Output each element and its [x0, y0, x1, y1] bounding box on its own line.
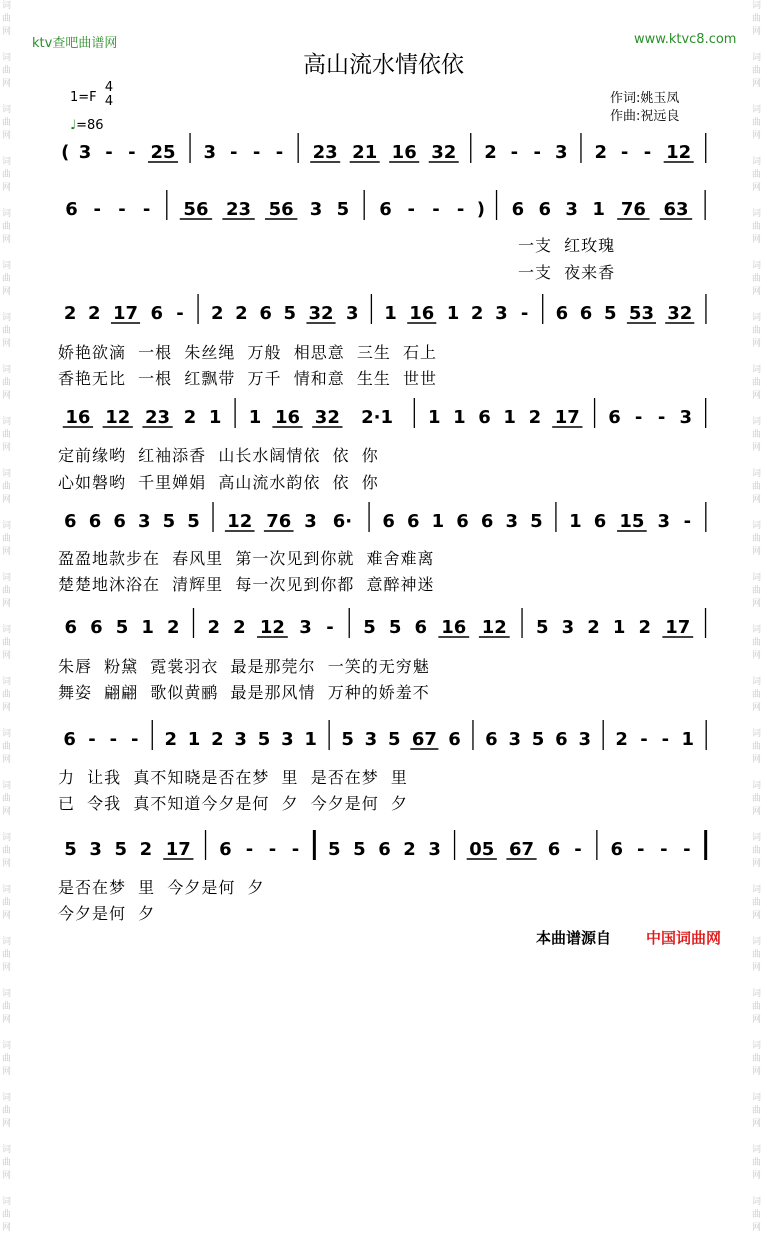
- lyric-row-7a: 是否在梦 里 今夕是何 夕: [58, 878, 265, 897]
- note: 6: [414, 617, 427, 638]
- note: 1: [187, 729, 201, 750]
- note: 1: [427, 407, 441, 428]
- notation-row-7: [58, 724, 713, 752]
- note: 6: [478, 407, 491, 428]
- dash-sustain: -: [657, 407, 666, 428]
- note: 5: [283, 303, 297, 324]
- note: 17: [165, 839, 191, 860]
- note: 12: [105, 407, 131, 428]
- note: 5: [531, 729, 545, 750]
- lyric-row-6b: 已 令我 真不知道今夕是何 夕 今夕是何 夕: [58, 794, 408, 813]
- note: 2: [183, 407, 197, 428]
- composer: 作曲:祝远良: [610, 109, 680, 124]
- note: 2: [528, 407, 542, 428]
- note: 3: [495, 303, 508, 324]
- note: 5: [530, 511, 543, 532]
- dash-sustain: -: [683, 511, 692, 532]
- note: 1: [141, 617, 154, 638]
- dash-sustain: -: [533, 142, 542, 163]
- note: 1: [248, 407, 262, 428]
- note: 5: [114, 839, 128, 860]
- footer-source: 本曲谱源自: [536, 929, 612, 947]
- dash-sustain: -: [640, 729, 648, 750]
- note: 6: [64, 617, 78, 638]
- note: 6: [555, 303, 569, 324]
- note: 2: [470, 303, 484, 324]
- note: 3: [309, 199, 323, 220]
- dash-sustain: -: [520, 303, 529, 324]
- note: 6: [378, 839, 391, 860]
- watermark-right: 词 曲 网 词 曲 网 词 曲 网 词 曲 网 词 曲 网 词 曲 网 词 曲 网 词 曲 网 词 曲 网 词 曲 网 词 曲 网 词 曲 网 词 曲 网 词 曲 网 词 曲 网 词 曲 网 词 曲 网 词 曲 网 词 曲 网 词 曲 网 词 曲 网 词 曲 网 词 曲 网 词 曲 网: [752, 1, 762, 1233]
- note: 56: [183, 199, 209, 220]
- note: 17: [665, 617, 691, 638]
- key-signature: 1=F: [70, 90, 97, 105]
- note: 16: [65, 407, 91, 428]
- note: 25: [150, 142, 176, 163]
- note: 2: [594, 142, 607, 163]
- lyric-row-4b: 楚楚地沐浴在 清辉里 每一次见到你都 意醉神迷: [58, 575, 435, 594]
- note: 5: [388, 617, 402, 638]
- lyric-row-3b: 心如磐哟 千里婵娟 高山流水韵依 依 你: [58, 473, 379, 492]
- note: 6: [448, 729, 461, 750]
- note: 12: [481, 617, 507, 638]
- watermark-left: 词 曲 网 词 曲 网 词 曲 网 词 曲 网 词 曲 网 词 曲 网 词 曲 网 词 曲 网 词 曲 网 词 曲 网 词 曲 网 词 曲 网 词 曲 网 词 曲 网 词 曲 网 词 曲 网 词 曲 网 词 曲 网 词 曲 网 词 曲 网 词 曲 网 词 曲 网 词 曲 网 词 曲 网: [2, 1, 12, 1233]
- time-top: 4: [104, 80, 114, 95]
- note: 76: [620, 199, 646, 220]
- dash-sustain: -: [128, 142, 136, 163]
- note: 5: [363, 617, 376, 638]
- tempo-marking: [70, 118, 104, 133]
- note: 1: [569, 511, 582, 532]
- note: (: [61, 142, 70, 163]
- tempo-value: =86: [76, 118, 104, 133]
- note: 3: [561, 617, 575, 638]
- note: 32: [314, 407, 340, 428]
- dash-sustain: -: [268, 839, 277, 860]
- note: 6: [456, 511, 469, 532]
- note: 76: [266, 511, 292, 532]
- note: 6: [150, 303, 164, 324]
- note: 3: [299, 617, 312, 638]
- note: 16: [391, 142, 417, 163]
- lyric-row-1a: 一支 红玫瑰: [518, 236, 616, 255]
- note: 21: [352, 142, 378, 163]
- lyric-row-7b: 今夕是何 夕: [58, 904, 156, 923]
- note: 5: [162, 511, 176, 532]
- notation-row-1: [58, 137, 713, 165]
- note: 6: [511, 199, 525, 220]
- notation-svg-8: [58, 834, 713, 862]
- dash-sustain: -: [637, 839, 645, 860]
- note: 5: [353, 839, 366, 860]
- dash-sustain: -: [93, 199, 101, 220]
- dash-sustain: -: [407, 199, 416, 220]
- note: 1: [431, 511, 445, 532]
- note: 3: [364, 729, 378, 750]
- note: 5: [64, 839, 77, 860]
- dash-sustain: -: [660, 839, 668, 860]
- notation-svg-2: [58, 194, 713, 222]
- footer-site[interactable]: 中国词曲网: [646, 929, 722, 947]
- notation-svg-7: [58, 724, 713, 752]
- note: 1: [304, 729, 317, 750]
- note: 17: [554, 407, 580, 428]
- dash-sustain: -: [88, 729, 96, 750]
- note: 6: [485, 729, 498, 750]
- note: 3: [565, 199, 578, 220]
- note: 2: [207, 617, 221, 638]
- note: 2: [587, 617, 600, 638]
- note: 3: [508, 729, 522, 750]
- notation-row-6: [58, 612, 713, 640]
- note: 2: [164, 729, 177, 750]
- note: 23: [145, 407, 171, 428]
- note: 5: [336, 199, 350, 220]
- note: 1: [446, 303, 460, 324]
- note: 16: [409, 303, 435, 324]
- note: 6: [63, 729, 76, 750]
- credits: [610, 90, 679, 126]
- note: 2: [139, 839, 153, 860]
- note: 1: [453, 407, 466, 428]
- dash-sustain: -: [634, 407, 643, 428]
- note: 6: [480, 511, 494, 532]
- notation-svg-4: [58, 402, 713, 430]
- note: 2: [235, 303, 248, 324]
- note: 5: [115, 617, 129, 638]
- lyric-row-2b: 香艳无比 一根 红飘带 万千 情和意 生生 世世: [58, 369, 438, 388]
- note: 6: [65, 199, 78, 220]
- dash-sustain: -: [142, 199, 151, 220]
- note: 6: [610, 839, 624, 860]
- note: 5: [387, 729, 401, 750]
- note: 56: [268, 199, 294, 220]
- note: 2: [484, 142, 497, 163]
- note: 05: [469, 839, 495, 860]
- note: 6: [555, 729, 568, 750]
- note: 17: [112, 303, 139, 324]
- dash-sustain: -: [131, 729, 139, 750]
- note: 3: [679, 407, 693, 428]
- note: 6: [88, 511, 102, 532]
- note: 3: [428, 839, 441, 860]
- page-title: 高山流水情依依: [303, 52, 464, 78]
- note: 3: [78, 142, 92, 163]
- notation-row-5: [58, 506, 713, 534]
- lyric-row-1b: 一支 夜来香: [518, 263, 616, 282]
- note: 67: [411, 729, 437, 750]
- note: 12: [227, 511, 253, 532]
- note: 1: [681, 729, 694, 750]
- lyric-row-6a: 力 让我 真不知晓是否在梦 里 是否在梦 里: [58, 768, 408, 787]
- notation-svg-1: [58, 137, 713, 165]
- note: 6: [406, 511, 420, 532]
- lyric-row-5a: 朱唇 粉黛 霓裳羽衣 最是那莞尔 一笑的无穷魅: [58, 657, 430, 676]
- dash-sustain: -: [620, 142, 629, 163]
- note: 6·: [332, 511, 353, 532]
- notation-row-2: [58, 194, 713, 222]
- dash-sustain: -: [118, 199, 126, 220]
- note: 3: [203, 142, 217, 163]
- notation-svg-5: [58, 506, 713, 534]
- note: 6: [538, 199, 552, 220]
- note: 5: [341, 729, 354, 750]
- dash-sustain: -: [252, 142, 261, 163]
- note: 3: [657, 511, 670, 532]
- note: 6: [90, 617, 103, 638]
- dash-sustain: -: [574, 839, 582, 860]
- dash-sustain: -: [643, 142, 652, 163]
- notation-row-3: [58, 298, 713, 326]
- note: 2: [233, 617, 246, 638]
- note: 1: [384, 303, 397, 324]
- note: 6: [608, 407, 621, 428]
- dash-sustain: -: [510, 142, 519, 163]
- notation-svg-6: [58, 612, 713, 640]
- note: 5: [257, 729, 271, 750]
- dash-sustain: -: [105, 142, 113, 163]
- note: 53: [628, 303, 654, 324]
- note: 6: [64, 511, 77, 532]
- dash-sustain: -: [683, 839, 691, 860]
- note: 15: [619, 511, 645, 532]
- note: 2: [615, 729, 628, 750]
- dash-sustain: -: [245, 839, 254, 860]
- note: 1: [612, 617, 626, 638]
- note: 32: [667, 303, 693, 324]
- note: 6: [219, 839, 232, 860]
- note: 1: [503, 407, 516, 428]
- note: 3: [304, 511, 317, 532]
- dash-sustain: -: [229, 142, 238, 163]
- note: 6: [259, 303, 272, 324]
- note: 32: [308, 303, 334, 324]
- note: 12: [666, 142, 692, 163]
- note: 1: [592, 199, 605, 220]
- note: 2: [166, 617, 180, 638]
- dash-sustain: -: [275, 142, 284, 163]
- note: 3: [89, 839, 102, 860]
- time-signature: [103, 81, 115, 109]
- dash-sustain: -: [661, 729, 670, 750]
- header-site-name[interactable]: ktv查吧曲谱网: [32, 36, 118, 51]
- note: 3: [137, 511, 151, 532]
- note: 3: [505, 511, 519, 532]
- note: 12: [259, 617, 285, 638]
- lyricist: 作词:姚玉凤: [610, 91, 680, 106]
- note: 3: [554, 142, 568, 163]
- note: 16: [441, 617, 467, 638]
- header-site-url[interactable]: www.ktvc8.com: [634, 32, 737, 47]
- note: ): [476, 199, 485, 220]
- note: 2: [211, 729, 224, 750]
- note: 6: [113, 511, 126, 532]
- lyric-row-4a: 盈盈地款步在 春风里 第一次见到你就 难舍难离: [58, 549, 435, 568]
- time-bottom: 4: [104, 94, 114, 109]
- note: 5: [187, 511, 200, 532]
- note: 5: [603, 303, 617, 324]
- note: 6: [593, 511, 607, 532]
- note: 2: [638, 617, 651, 638]
- lyric-row-5b: 舞姿 翩翩 歌似黄鹂 最是那风情 万种的娇羞不: [58, 683, 430, 702]
- note: 6: [382, 511, 395, 532]
- dash-sustain: -: [432, 199, 440, 220]
- note: 67: [508, 839, 535, 860]
- note: 2: [88, 303, 101, 324]
- note: 6: [579, 303, 593, 324]
- dash-sustain: -: [326, 617, 334, 638]
- note: 3: [234, 729, 247, 750]
- note: 16: [274, 407, 301, 428]
- quarter-note-icon: ♩: [70, 118, 77, 133]
- note: 6: [547, 839, 561, 860]
- note: 5: [536, 617, 549, 638]
- lyric-row-3a: 定前缘哟 红袖添香 山长水阔情依 依 你: [58, 446, 379, 465]
- note: 2: [403, 839, 416, 860]
- note: 3: [578, 729, 591, 750]
- note: 2: [210, 303, 224, 324]
- dash-sustain: -: [109, 729, 118, 750]
- note: 1: [208, 407, 222, 428]
- notation-svg-3: [58, 298, 713, 326]
- note: 23: [312, 142, 338, 163]
- lyric-row-2a: 娇艳欲滴 一根 朱丝绳 万般 相思意 三生 石上: [58, 343, 438, 362]
- note: 3: [345, 303, 359, 324]
- note: 3: [281, 729, 294, 750]
- note: 32: [431, 142, 457, 163]
- notation-row-8: [58, 834, 713, 862]
- note: 63: [663, 199, 689, 220]
- note: 6: [379, 199, 392, 220]
- dash-sustain: -: [176, 303, 184, 324]
- note: 2·1: [361, 407, 394, 428]
- dash-sustain: -: [456, 199, 465, 220]
- note: 23: [226, 199, 252, 220]
- note: 5: [327, 839, 341, 860]
- dash-sustain: -: [291, 839, 300, 860]
- note: 2: [63, 303, 77, 324]
- notation-row-4: [58, 402, 713, 430]
